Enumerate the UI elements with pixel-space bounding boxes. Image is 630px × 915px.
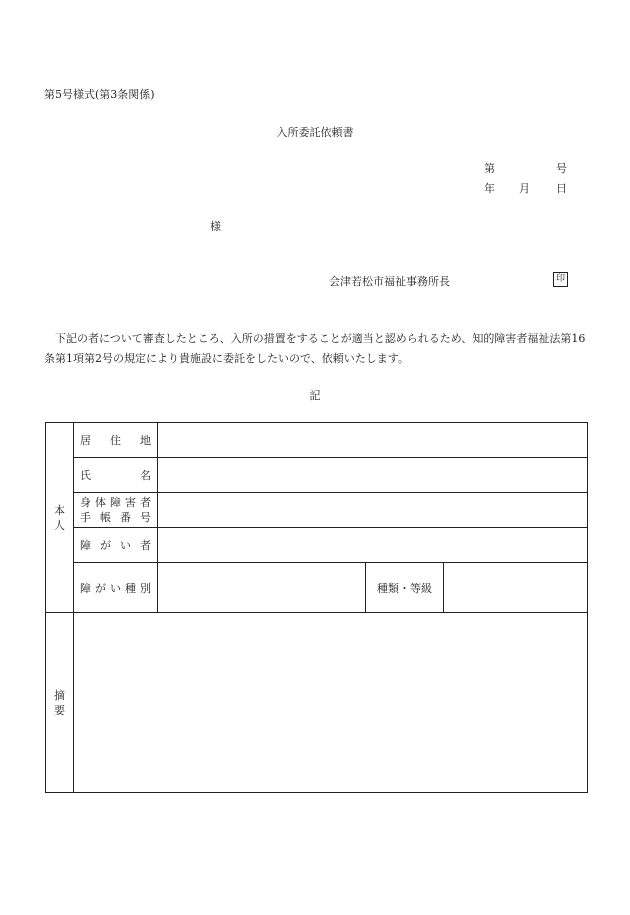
disability-type-field[interactable] xyxy=(158,563,366,613)
address-field[interactable] xyxy=(158,423,588,458)
number-suffix: 号 xyxy=(556,162,567,175)
address-label: 居 住 地 xyxy=(74,423,158,458)
summary-row xyxy=(46,613,588,793)
summary-section-label: 摘要 xyxy=(46,613,74,793)
grade-label: 種類・等級 xyxy=(366,563,444,613)
date-month: 月 xyxy=(519,182,530,195)
grade-field[interactable] xyxy=(444,563,588,613)
name-field[interactable] xyxy=(158,458,588,493)
issuer-name: 会津若松市福祉事務所長 xyxy=(329,275,450,288)
addressee-suffix: 様 xyxy=(210,220,221,233)
ki-heading: 記 xyxy=(309,389,321,402)
disabled-person-field[interactable] xyxy=(158,528,588,563)
disabled-person-label: 障 が い 者 xyxy=(74,528,158,563)
handbook-number-field[interactable] xyxy=(158,493,588,528)
form-code: 第5号様式(第3条関係) xyxy=(44,88,155,101)
address-row xyxy=(46,423,588,458)
person-section-label: 本人 xyxy=(46,423,74,613)
disabled-person-row xyxy=(46,528,588,563)
seal-mark: 印 xyxy=(553,272,568,287)
disability-type-label: 障 が い 種 別 xyxy=(74,563,158,613)
number-prefix: 第 xyxy=(484,162,495,175)
summary-field[interactable] xyxy=(74,613,588,793)
document-title: 入所委託依頼書 xyxy=(276,126,354,139)
handbook-number-label: 身 体 障 害 者 手 帳 番 号 xyxy=(74,493,158,528)
name-row xyxy=(46,458,588,493)
date-year: 年 xyxy=(484,182,495,195)
handbook-row xyxy=(46,493,588,528)
name-label: 氏 名 xyxy=(74,458,158,493)
request-table xyxy=(45,422,588,793)
disability-type-row xyxy=(46,563,588,613)
date-day: 日 xyxy=(556,182,567,195)
body-paragraph: 下記の者について審査したところ、入所の措置をすることが適当と認められるため、知的障害者福祉法第16条第1項第2号の規定により貴施設に委託をしたいので、依頼いたします。 xyxy=(44,332,586,365)
